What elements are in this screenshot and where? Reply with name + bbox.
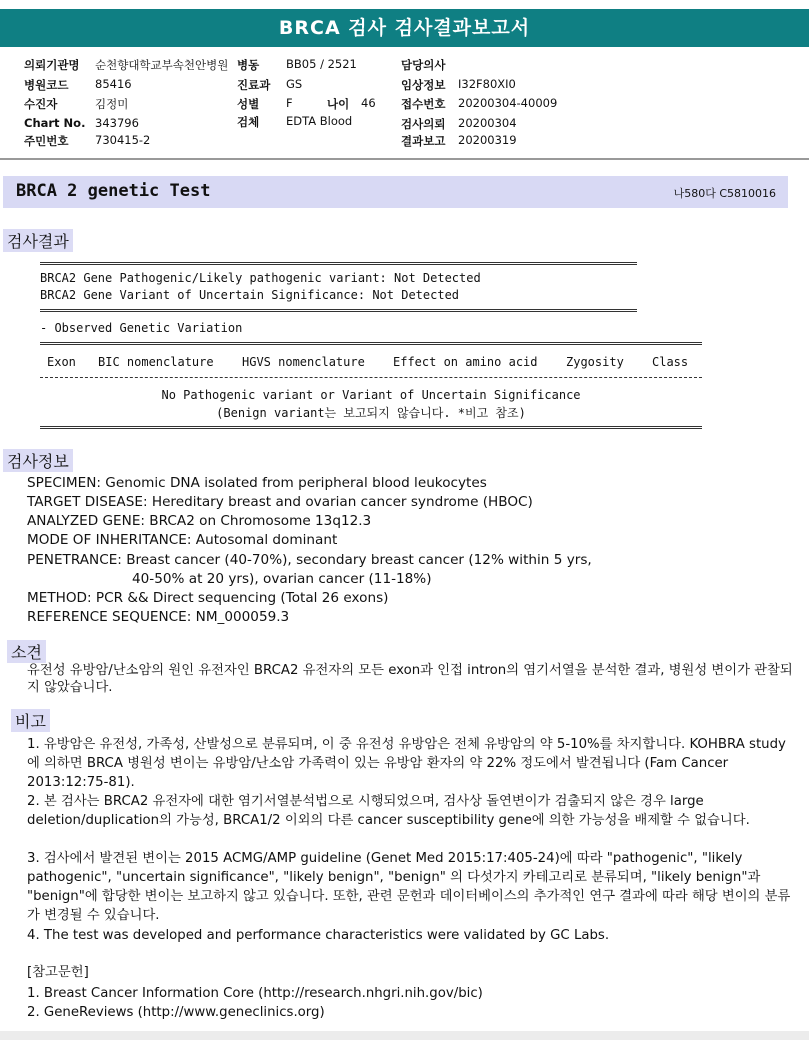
hospital-code-label: 병원코드: [24, 78, 69, 92]
references-heading: [참고문헌]: [27, 965, 89, 980]
specimen-value: EDTA Blood: [286, 114, 353, 128]
finding-heading: 소견: [7, 640, 46, 663]
hospital-code-value: 85416: [95, 77, 132, 91]
divider: [40, 377, 702, 378]
ward-label: 병동: [237, 58, 260, 72]
ssn-label: 주민번호: [24, 134, 69, 148]
column-header-class: Class: [652, 355, 689, 369]
method-line: METHOD: PCR && Direct sequencing (Total 26 exons): [27, 590, 389, 606]
column-header-bic: BIC nomenclature: [98, 355, 214, 369]
institution-value: 순천향대학교부속천안병원: [95, 58, 229, 72]
ssn-value: 730415-2: [95, 133, 151, 147]
chart-no-label: Chart No.: [24, 116, 86, 130]
column-header-exon: Exon: [47, 355, 76, 369]
request-date-value: 20200304: [458, 116, 517, 130]
no-variant-line: No Pathogenic variant or Variant of Uncertain Significance: [161, 388, 581, 402]
sex-label: 성별: [237, 97, 260, 111]
department-value: GS: [286, 77, 303, 91]
observed-variation-label: - Observed Genetic Variation: [40, 321, 243, 335]
specimen-line: SPECIMEN: Genomic DNA isolated from peripheral blood leukocytes: [27, 475, 487, 491]
column-header-hgvs: HGVS nomenclature: [242, 355, 365, 369]
inheritance-line: MODE OF INHERITANCE: Autosomal dominant: [27, 532, 338, 548]
analyzed-gene-line: ANALYZED GENE: BRCA2 on Chromosome 13q12.3: [27, 513, 372, 529]
report-title: BRCA 검사 검사결과보고서: [0, 9, 809, 47]
patient-label: 수진자: [24, 97, 58, 111]
reference-item: 1. Breast Cancer Information Core (http://research.nhgri.nih.gov/bic): [27, 986, 483, 1001]
test-code: 나580다 C5810016: [673, 187, 776, 200]
ward-value: BB05 / 2521: [286, 57, 357, 71]
vus-result: BRCA2 Gene Variant of Uncertain Significance: Not Detected: [40, 288, 460, 302]
patient-value: 김정미: [95, 97, 129, 111]
clinical-info-value: I32F80XI0: [458, 77, 516, 91]
finding-text: 유전성 유방암/난소암의 원인 유전자인 BRCA2 유전자의 모든 exon과 인접 intron의 염기서열을 분석한 결과, 병원성 변이가 관찰되지 않았습니다.: [27, 663, 793, 695]
request-date-label: 검사의뢰: [401, 117, 446, 131]
receipt-no-label: 접수번호: [401, 97, 446, 111]
divider: [40, 426, 702, 429]
divider: [40, 262, 637, 265]
patient-info-block: [0, 48, 809, 160]
remark-item: 4. The test was developed and performance characteristics were validated by GC Labs.: [27, 928, 610, 943]
clinical-info-label: 임상정보: [401, 78, 446, 92]
specimen-label: 검체: [237, 115, 260, 129]
column-header-effect: Effect on amino acid: [393, 355, 538, 369]
remark-item: 1. 유방암은 유전성, 가족성, 산발성으로 분류되며, 이 중 유전성 유방암은 전체 유방암의 약 5-10%를 차지합니다. KOHBRA study에 의하면 BRCA 병원성 변이는 유방암/난소암 가족력이 있는 유방암 환자의 약 22% 정도에서 발견됩니다 (Fam Cancer 2013:12:75-81).: [27, 737, 786, 791]
penetrance-line-cont: 40-50% at 20 yrs), ovarian cancer (11-18%): [132, 571, 432, 587]
age-label: 나이: [327, 97, 350, 111]
result-heading: 검사결과: [3, 229, 73, 252]
test-name: BRCA 2 genetic Test: [16, 181, 211, 201]
test-info-heading: 검사정보: [3, 449, 73, 472]
benign-note-line: (Benign variant는 보고되지 않습니다. *비고 참조): [216, 406, 526, 420]
remark-item: 2. 본 검사는 BRCA2 유전자에 대한 염기서열분석법으로 시행되었으며, 검사상 돌연변이가 검출되지 않은 경우 large deletion/duplication의 가능성, BRCA1/2 이외의 다른 cancer susceptibility gene에 의한 가능성을 배제할 수 없습니다.: [27, 794, 750, 829]
divider: [40, 342, 702, 345]
report-date-label: 결과보고: [401, 134, 446, 148]
reference-item: 2. GeneReviews (http://www.geneclinics.org): [27, 1005, 325, 1020]
department-label: 진료과: [237, 78, 271, 92]
pathogenic-result: BRCA2 Gene Pathogenic/Likely pathogenic variant: Not Detected: [40, 271, 481, 285]
divider: [40, 309, 637, 312]
remarks-heading: 비고: [11, 709, 50, 732]
doctor-label: 담당의사: [401, 58, 446, 72]
remark-item: 3. 검사에서 발견된 변이는 2015 ACMG/AMP guideline (Genet Med 2015:17:405-24)에 따라 "pathogenic", "likely pathogenic", "uncertain significance", "likely benign", "benign" 의 다섯가지 카테고리로 분류되며, "likely benign"과 "benign"에 합당한 변이는 보고하지 않고 있습니다. 또한, 관련 문헌과 데이터베이스의 추가적인 연구 결과에 따라 해당 변이의 분류가 변경될 수 있습니다.: [27, 851, 791, 924]
receipt-no-value: 20200304-40009: [458, 96, 558, 110]
chart-no-value: 343796: [95, 116, 139, 130]
column-header-zygosity: Zygosity: [566, 355, 624, 369]
test-name-band: [3, 176, 788, 208]
target-disease-line: TARGET DISEASE: Hereditary breast and ovarian cancer syndrome (HBOC): [27, 494, 533, 510]
age-value: 46: [361, 96, 376, 110]
institution-label: 의뢰기관명: [24, 58, 80, 72]
penetrance-line: PENETRANCE: Breast cancer (40-70%), secondary breast cancer (12% within 5 yrs,: [27, 552, 592, 568]
report-date-value: 20200319: [458, 133, 517, 147]
reference-sequence-line: REFERENCE SEQUENCE: NM_000059.3: [27, 609, 290, 625]
sex-value: F: [286, 96, 293, 110]
